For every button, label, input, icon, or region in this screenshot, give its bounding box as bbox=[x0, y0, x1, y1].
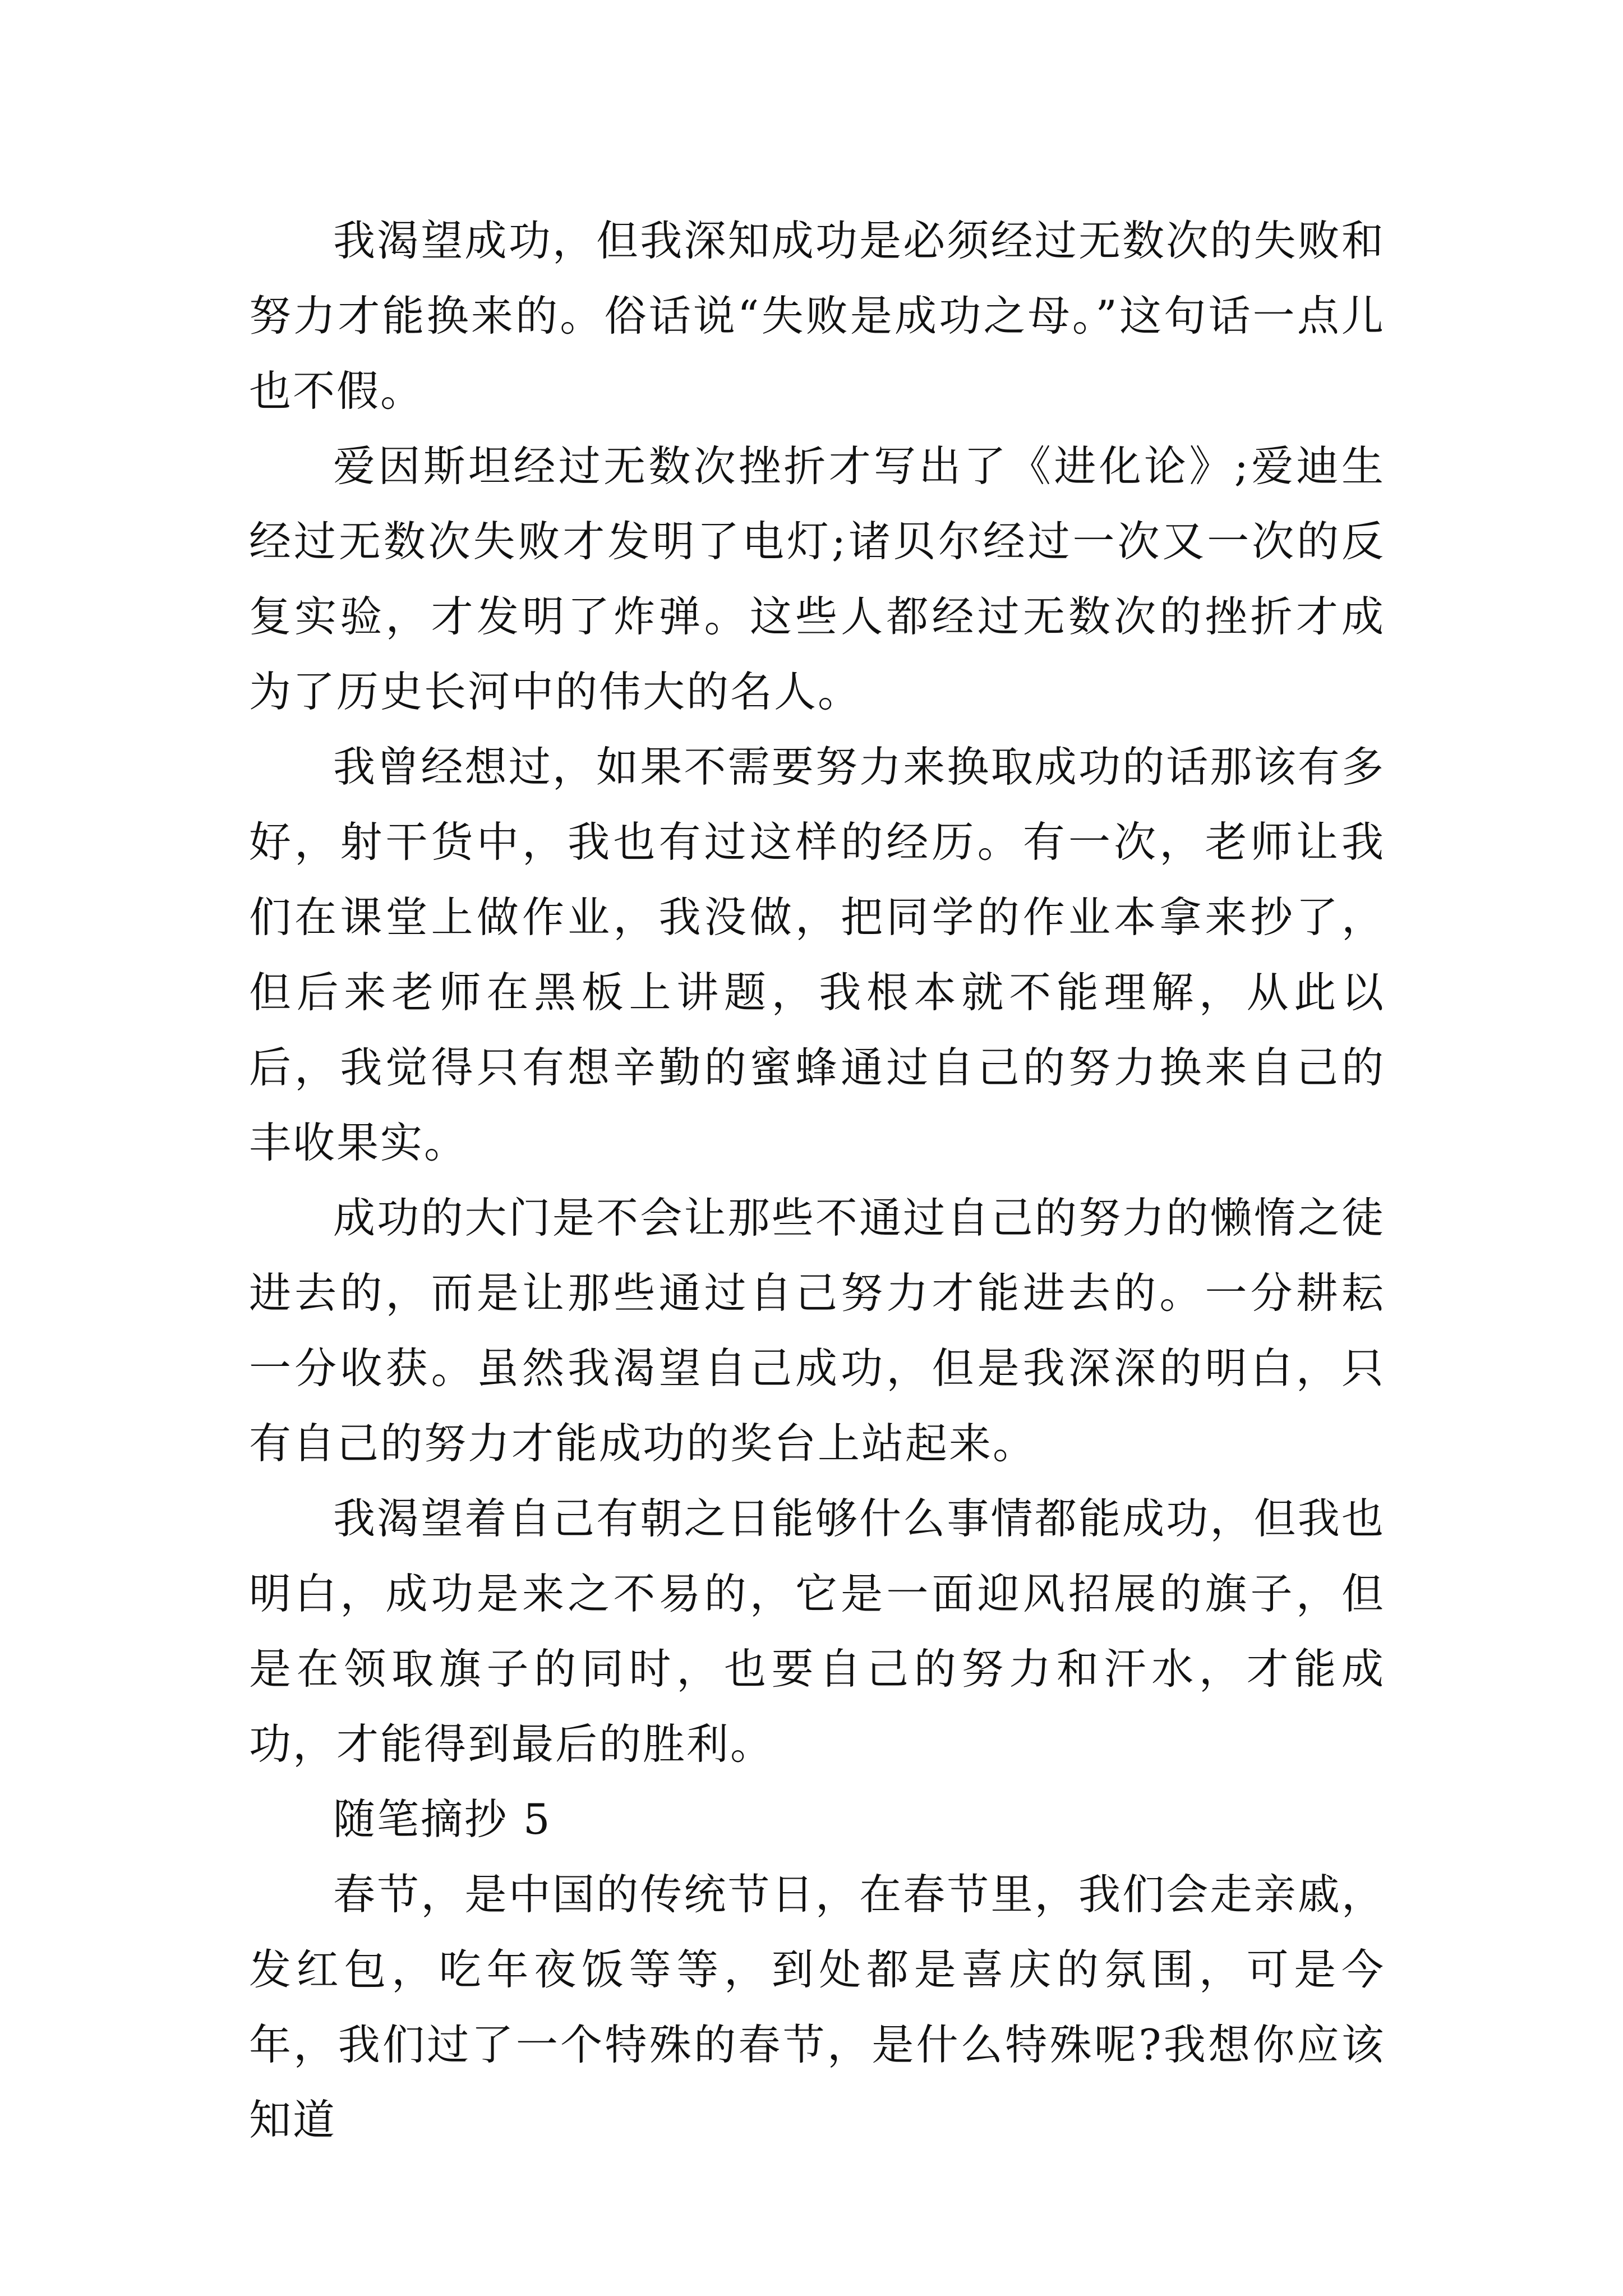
body-paragraph-3: 我曾经想过，如果不需要努力来换取成功的话那该有多好，射干货中，我也有过这样的经历。有一次，老师让我们在课堂上做作业，我没做，把同学的作业本拿来抄了，但后来老师在黑板上讲题，我根本就不能理解，从此以后，我觉得只有想辛勤的蜜蜂通过自己的努力换来自己的丰收果实。 bbox=[249, 742, 1385, 1167]
body-paragraph-5: 我渴望着自己有朝之日能够什么事情都能成功，但我也明白，成功是来之不易的，它是一面迎风招展的旗子，但是在领取旗子的同时，也要自己的努力和汗水，才能成功，才能得到最后的胜利。 bbox=[249, 1494, 1385, 1769]
section-heading: 随笔摘抄 5 bbox=[333, 1795, 552, 1844]
body-paragraph-1: 我渴望成功，但我深知成功是必须经过无数次的失败和努力才能换来的。俗话说“失败是成功之母。”这句话一点儿也不假。 bbox=[249, 216, 1385, 416]
body-paragraph-2: 爱因斯坦经过无数次挫折才写出了《进化论》;爱迪生经过无数次失败才发明了电灯;诸贝尔经过一次又一次的反复实验，才发明了炸弹。这些人都经过无数次的挫折才成为了历史长河中的伟大的名人。 bbox=[249, 441, 1385, 716]
body-paragraph-4: 成功的大门是不会让那些不通过自己的努力的懒惰之徒进去的，而是让那些通过自己努力才能进去的。一分耕耘一分收获。虽然我渴望自己成功，但是我深深的明白，只有自己的努力才能成功的奖台上站起来。 bbox=[249, 1193, 1385, 1468]
body-paragraph-6: 春节，是中国的传统节日，在春节里，我们会走亲戚，发红包，吃年夜饭等等，到处都是喜庆的氛围，可是今年，我们过了一个特殊的春节，是什么特殊呢?我想你应该知道 bbox=[249, 1870, 1385, 2145]
document-body bbox=[249, 203, 1385, 2157]
